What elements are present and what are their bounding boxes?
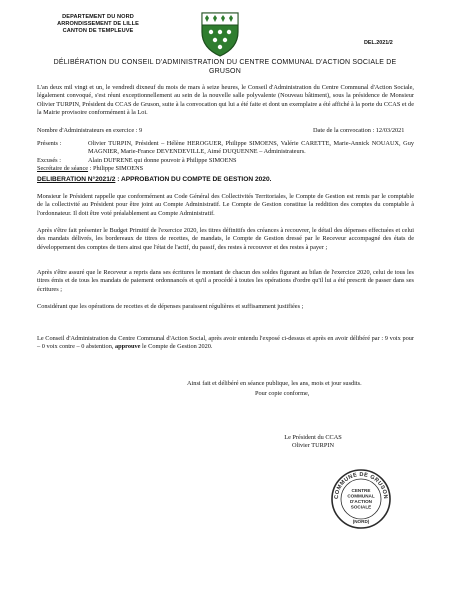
administrative-header <box>38 14 158 36</box>
body-paragraph-4: Considérant que les opérations de recettes et de dépenses paraissent régulières et suffisamment justifiées ; <box>37 303 304 310</box>
title-line-2: GRUSON <box>209 68 241 75</box>
closing-statement: Ainsi fait et délibéré en séance publique, les ans, mois et jour susdits. <box>187 380 362 387</box>
decision-paragraph <box>37 335 414 352</box>
official-stamp <box>330 468 392 530</box>
signatory-title: Le Président du CCAS <box>284 434 342 441</box>
secretary-line <box>37 165 143 173</box>
coat-of-arms-logo <box>199 10 241 58</box>
excused-list: Alain DUFRENE qui donne pouvoir à Philippe SIMOENS <box>88 157 237 164</box>
stamp-line-1: CENTRE <box>351 488 371 493</box>
decision-object: le Compte de Gestion 2020. <box>140 343 213 351</box>
decision-verb: approuve <box>113 343 141 351</box>
title-line-1: DÉLIBÉRATION DU CONSEIL D'ADMINISTRATION DU CENTRE COMMUNAL D'ACTION SOCIALE DE <box>53 59 397 66</box>
certified-copy: Pour copie conforme, <box>255 390 310 397</box>
present-label: Présents : <box>37 140 62 147</box>
deliberation-reference: DEL.2021/2 <box>364 40 393 46</box>
present-list: Olivier TURPIN, Président – Hélène HEROGUER, Philippe SIMOENS, Valérie CARETTE, Marie-Annick NOUAUX, Guy MAGNIER, Marie-France DEVENDEVILLE, Aimé DUQUENNE – Administrateurs. <box>88 140 414 156</box>
signature-block <box>268 434 358 451</box>
convocation-date: Date de la convocation : 12/03/2021 <box>313 127 405 134</box>
stamp-bottom-text: (NORD) <box>352 519 370 524</box>
stamp-line-4: SOCIALE <box>350 504 372 510</box>
deliberation-title: : APPROBATION DU COMPTE DE GESTION 2020. <box>115 176 272 183</box>
body-paragraph-1: Monsieur le Président rappelle que conformément au Code Général des Collectivités Territoriales, le Compte de Gestion est remis par le comptable de la collectivité au Président pour être joint au Compte Administratif. Le Compte de Gestion constitue la reddition des comptes du comptable à l'ordonnateur. Il doit être voté préalablement au Compte Administratif. <box>37 193 414 217</box>
deliberation-number: DELIBERATION N°2021/2 <box>37 176 116 183</box>
stamp-top-text: COMMUNE DE GRUSON <box>333 471 389 500</box>
intro-paragraph: L'an deux mil vingt et un, le vendredi dixneuf du mois de mars à seize heures, le Conseil d'Administration du Centre Communal d'Action Sociale, légalement convoqué, s'est réuni exceptionnellement au sein de la nouvelle salle polyvalente (Nouveau bâtiment), sous la présidence de Monsieur Olivier TURPIN, Président du CCAS de Gruson, suite à la convocation qui lui a été faite et dont un exemplaire a été affiché à la porte du CCAS et de la Mairie provisoire conformément à la Loi. <box>37 84 414 116</box>
secretary-name: : Philippe SIMOENS <box>88 165 144 172</box>
deliberation-subject <box>37 176 271 185</box>
stamp-line-3: D'ACTION <box>349 499 373 504</box>
body-paragraph-3: Après s'être assuré que le Receveur a repris dans ses écritures le montant de chacun des soldes figurant au bilan de l'exercice 2020, celui de tous les titres émis et de tous les mandats de paiement ordonnancés et qu'il a procédé à toutes les opérations d'ordre qu'il lui a été prescrit de passer dans ses écritures ; <box>37 269 414 293</box>
administrators-count: Nombre d'Administrateurs en exercice : 9 <box>37 127 143 134</box>
body-paragraph-2: Après s'être fait présenter le Budget Primitif de l'exercice 2020, les titres définitifs des créances à recouvrer, le détail des dépenses effectuées et celui des mandats délivrés, les bordereaux de titres de recettes, de mandats, le Compte de Gestion dressé par le Receveur accompagné des états de développement des comptes de tiers ainsi que l'état de l'actif, du passif, des restes à recouvrer et des restes à payer ; <box>37 227 414 251</box>
canton-line: CANTON DE TEMPLEUVE <box>62 28 134 35</box>
excused-label: Excusés : <box>37 157 61 164</box>
department-line: DEPARTEMENT DU NORD <box>62 14 134 20</box>
document-title <box>50 58 400 76</box>
secretary-label: Secrétaire de séance <box>37 165 89 172</box>
stamp-line-2: COMMUNAL <box>347 493 375 499</box>
decision-text: Le Conseil d'Administration du Centre Communal d'Action Social, après avoir entendu l'exposé ci-dessus et après en avoir délibéré par : 9 voix pour – 0 voix contre – 0 abstention, <box>37 335 414 351</box>
signatory-name: Olivier TURPIN <box>291 442 335 450</box>
arrondissement-line: ARRONDISSEMENT DE LILLE <box>57 21 139 28</box>
